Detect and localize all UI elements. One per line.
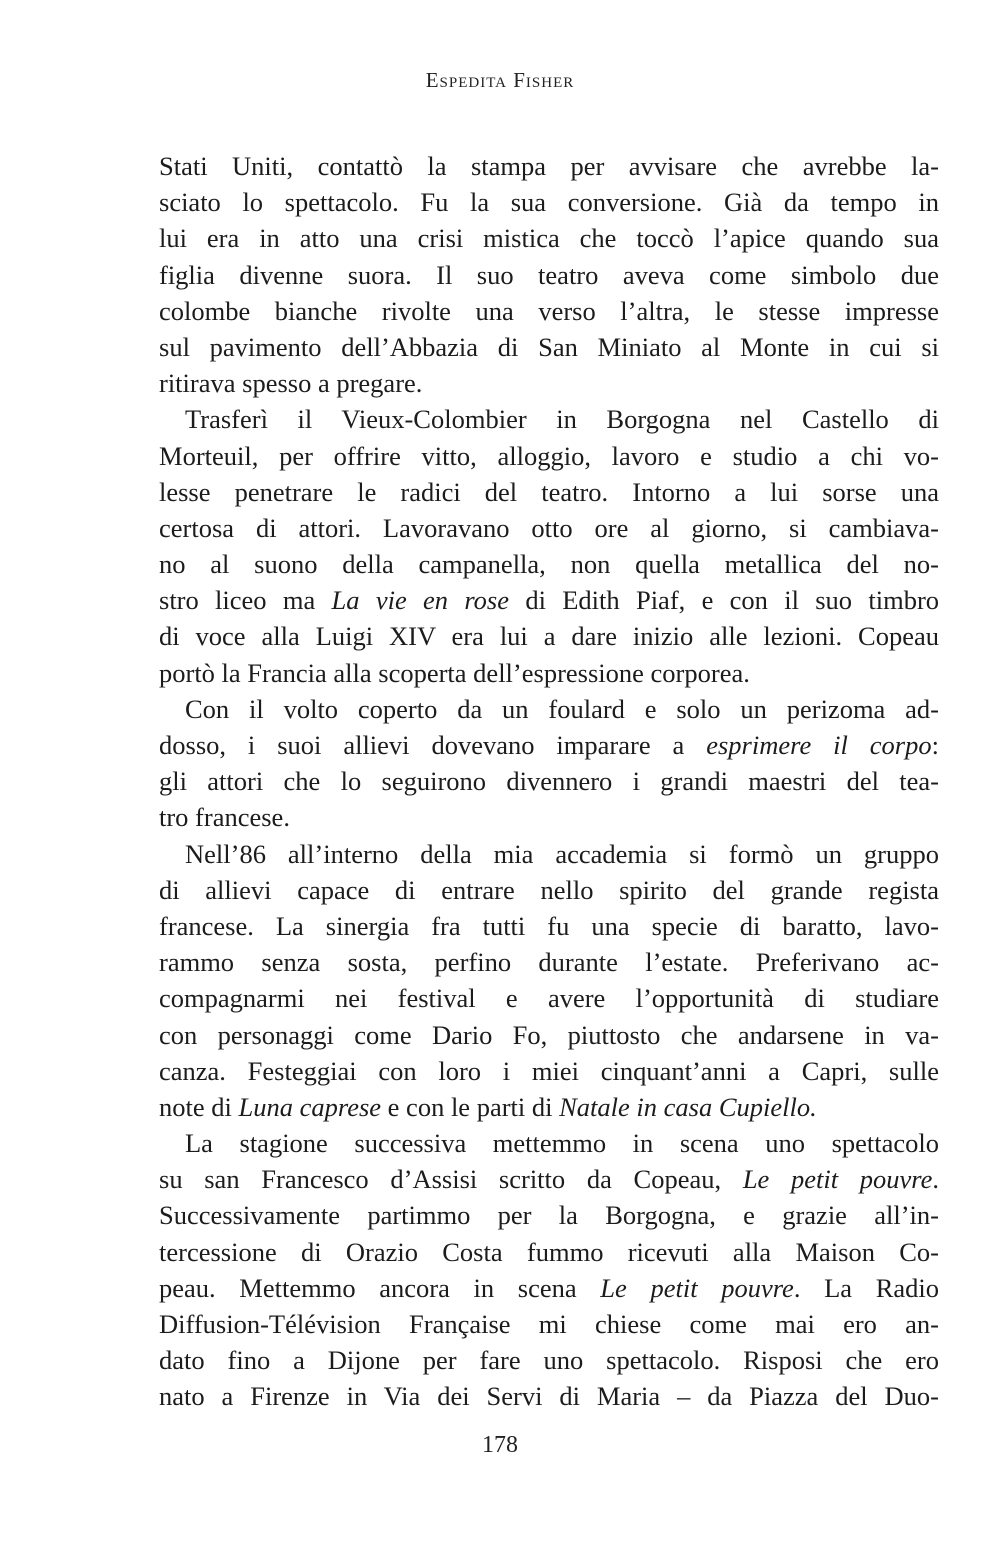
text-segment: tro francese.: [159, 802, 290, 833]
text-line: [159, 1306, 939, 1342]
text-segment: tercessione di Orazio Costa fummo ricevuti alla Maison Co-: [159, 1236, 939, 1267]
italic-title: Natale in casa Cupiello.: [559, 1091, 817, 1122]
text-line: [159, 1053, 939, 1089]
italic-title: Luna caprese: [238, 1091, 382, 1122]
text-line: [159, 546, 939, 582]
text-segment: Successivamente partimmo per la Borgogna, e grazie all’in-: [159, 1200, 939, 1231]
text-line: [159, 836, 939, 872]
text-line: [159, 184, 939, 220]
text-segment: dosso, i suoi allievi dovevano imparare a: [159, 730, 707, 760]
text-segment: Con il volto coperto da un foulard e solo un perizoma ad-: [185, 693, 939, 724]
text-line: [159, 1234, 939, 1270]
text-segment: .: [932, 1164, 940, 1195]
text-line: [159, 1125, 939, 1161]
text-segment: gli attori che lo seguirono divennero i grandi maestri del tea-: [159, 766, 939, 797]
text-line: [159, 944, 939, 980]
text-segment: figlia divenne suora. Il suo teatro aveva come simbolo due: [159, 259, 939, 290]
text-segment: di Edith Piaf, e con il suo timbro: [509, 585, 940, 616]
italic-title: esprimere il corpo: [706, 730, 932, 760]
text-segment: con personaggi come Dario Fo, piuttosto che andarsene in va-: [159, 1019, 939, 1050]
text-line: [159, 474, 939, 510]
text-line: [159, 1089, 939, 1125]
text-line: [159, 510, 939, 546]
text-line: [159, 872, 939, 908]
text-segment: ritirava spesso a pregare.: [159, 368, 423, 399]
text-line: [159, 763, 939, 799]
text-line: [159, 980, 939, 1016]
text-line: [159, 691, 939, 727]
text-segment: Diffusion-Télévision Française mi chiese come mai ero an-: [159, 1309, 939, 1339]
running-header: Espedita Fisher: [425, 68, 575, 92]
italic-title: La vie en rose: [331, 585, 510, 616]
text-line: [159, 220, 939, 256]
text-line: [159, 1017, 939, 1053]
text-line: [159, 1197, 939, 1233]
text-segment: lui era in atto una crisi mistica che toccò l’apice quando sua: [159, 223, 939, 254]
text-segment: su san Francesco d’Assisi scritto da Copeau,: [159, 1164, 743, 1195]
text-line: [159, 365, 939, 401]
text-segment: . La Radio: [793, 1272, 939, 1303]
text-segment: di voce alla Luigi XIV era lui a dare inizio alle lezioni. Copeau: [159, 621, 939, 652]
text-line: [159, 329, 939, 365]
text-segment: peau. Mettemmo ancora in scena: [159, 1272, 601, 1303]
text-line: [159, 257, 939, 293]
text-line: [159, 1270, 939, 1306]
text-segment: colombe bianche rivolte una verso l’altra, le stesse impresse: [159, 295, 939, 326]
text-segment: e con le parti di: [381, 1091, 560, 1122]
text-segment: dato fino a Dijone per fare uno spettacolo. Risposi che ero: [159, 1345, 939, 1376]
text-line: [159, 1161, 939, 1197]
text-segment: La stagione successiva mettemmo in scena uno spettacolo: [185, 1128, 939, 1159]
text-line: [159, 799, 939, 835]
text-line: [159, 655, 939, 691]
text-segment: note di: [159, 1091, 239, 1122]
text-line: [159, 438, 939, 474]
text-line: [159, 1342, 939, 1378]
text-segment: francese. La sinergia fra tutti fu una specie di baratto, lavo-: [159, 910, 939, 941]
text-segment: rammo senza sosta, perfino durante l’estate. Preferivano ac-: [159, 947, 939, 978]
text-segment: sciato lo spettacolo. Fu la sua conversione. Già da tempo in: [159, 187, 939, 218]
text-segment: :: [931, 730, 939, 760]
text-segment: di allievi capace di entrare nello spirito del grande regista: [159, 874, 939, 905]
text-segment: nato a Firenze in Via dei Servi di Maria – da Piazza del Duo-: [159, 1381, 939, 1412]
text-segment: no al suono della campanella, non quella metallica del no-: [159, 549, 939, 580]
text-segment: Nell’86 all’interno della mia accademia si formò un gruppo: [185, 838, 939, 869]
text-segment: portò la Francia alla scoperta dell’espressione corporea.: [159, 657, 750, 688]
text-segment: stro liceo ma: [159, 585, 332, 616]
italic-title: Le petit pouvre: [600, 1272, 794, 1303]
text-segment: Morteuil, per offrire vitto, alloggio, lavoro e studio a chi vo-: [159, 440, 939, 471]
italic-title: Le petit pouvre: [742, 1164, 933, 1195]
text-line: [159, 618, 939, 654]
text-line: [159, 401, 939, 437]
body-text: [159, 148, 939, 1415]
text-segment: certosa di attori. Lavoravano otto ore al giorno, si cambiava-: [159, 512, 939, 543]
text-line: [159, 582, 939, 618]
text-line: [159, 1378, 939, 1414]
text-segment: sul pavimento dell’Abbazia di San Miniato al Monte in cui si: [159, 331, 939, 362]
text-line: [159, 727, 939, 763]
text-segment: Trasferì il Vieux-Colombier in Borgogna nel Castello di: [185, 404, 939, 435]
page-number: 178: [482, 1432, 518, 1458]
text-segment: canza. Festeggiai con loro i miei cinquant’anni a Capri, sulle: [159, 1055, 939, 1086]
text-segment: lesse penetrare le radici del teatro. Intorno a lui sorse una: [159, 476, 939, 507]
text-segment: compagnarmi nei festival e avere l’opportunità di studiare: [159, 983, 939, 1014]
text-line: [159, 908, 939, 944]
text-line: [159, 293, 939, 329]
text-line: [159, 148, 939, 184]
text-segment: Stati Uniti, contattò la stampa per avvisare che avrebbe la-: [159, 151, 939, 181]
